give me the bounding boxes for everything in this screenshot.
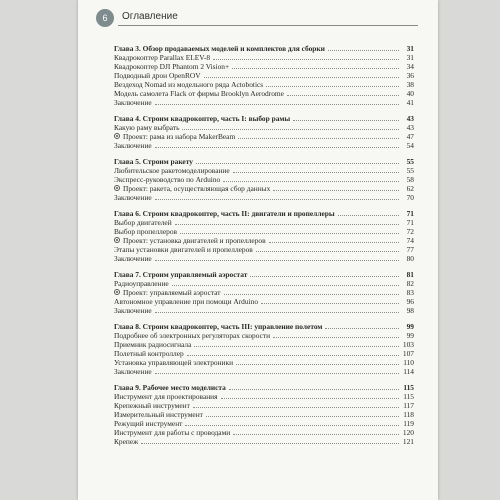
toc-entry[interactable] (114, 358, 414, 367)
dot-leader (273, 337, 399, 338)
page-ref: 103 (402, 340, 414, 349)
toc-entry[interactable] (114, 340, 414, 349)
entry-title: Проект: управляемый аэростат (123, 288, 221, 297)
entry-title-wrap (114, 288, 221, 297)
dot-leader (194, 346, 399, 347)
toc-entry[interactable] (114, 410, 414, 419)
page-header (78, 0, 438, 30)
dot-leader (233, 434, 399, 435)
entry-title-wrap (114, 132, 235, 141)
toc-entry[interactable] (114, 123, 414, 132)
chapter-title-row[interactable] (114, 114, 414, 123)
entry-title: Заключение (114, 306, 152, 315)
chapter-title-row[interactable] (114, 157, 414, 166)
toc-entry[interactable] (114, 80, 414, 89)
entry-title-wrap (114, 123, 179, 132)
dot-leader (182, 129, 399, 130)
entry-title: Вездеход Nomad из модельного ряда Actobotics (114, 80, 264, 89)
page-ref: 99 (406, 322, 414, 331)
dot-leader (273, 190, 399, 191)
entry-title: Заключение (114, 141, 152, 150)
entry-title-wrap (114, 383, 226, 392)
toc-entry[interactable] (114, 437, 414, 446)
entry-title: Проект: ракета, осуществляющая сбор данных (123, 184, 271, 193)
dot-leader (172, 285, 399, 286)
page-ref: 118 (403, 410, 414, 419)
entry-title: Выбор пропеллеров (114, 227, 178, 236)
entry-title: Измерительный инструмент (114, 410, 203, 419)
dot-leader (185, 425, 399, 426)
toc-entry[interactable] (114, 297, 414, 306)
page-ref: 99 (406, 331, 414, 340)
entry-title: Крепежный инструмент (114, 401, 190, 410)
project-icon (114, 133, 120, 139)
entry-title-wrap (114, 419, 182, 428)
entry-title: Инструмент для проектирования (114, 392, 218, 401)
dot-leader (141, 443, 399, 444)
entry-title: Этапы установки двигателей и пропеллеров (114, 245, 253, 254)
entry-title: Приемник радиосигнала (114, 340, 192, 349)
page-ref: 114 (403, 367, 414, 376)
entry-title-wrap (114, 44, 325, 53)
entry-title: Установка управляющей электроники (114, 358, 234, 367)
toc-entry[interactable] (114, 227, 414, 236)
chapter-title-row[interactable] (114, 44, 414, 53)
chapter-block (114, 157, 414, 202)
page-ref: 80 (406, 254, 414, 263)
page-ref: 115 (403, 392, 414, 401)
page-ref: 71 (406, 209, 414, 218)
page-ref: 71 (406, 218, 414, 227)
entry-title-wrap (114, 340, 191, 349)
chapter-block (114, 270, 414, 315)
entry-title-wrap (114, 270, 247, 279)
entry-title-wrap (114, 428, 230, 437)
entry-title: Подводный дрон OpenROV (114, 71, 201, 80)
dot-leader (325, 328, 399, 329)
dot-leader (206, 416, 399, 417)
page-ref: 70 (406, 193, 414, 202)
toc-entry[interactable] (114, 392, 414, 401)
page-ref: 55 (406, 166, 414, 175)
chapter-block (114, 114, 414, 150)
chapter-title-row[interactable] (114, 383, 414, 392)
header-divider (118, 25, 418, 26)
entry-title: Заключение (114, 98, 152, 107)
toc-entry[interactable] (114, 419, 414, 428)
toc-entry[interactable] (114, 98, 414, 107)
entry-title: Проект: установка двигателей и пропеллеров (123, 236, 266, 245)
toc-entry[interactable] (114, 141, 414, 150)
book-page (78, 0, 438, 500)
page-ref: 43 (406, 114, 414, 123)
toc-entry[interactable] (114, 53, 414, 62)
dot-leader (193, 407, 399, 408)
toc-entry[interactable] (114, 306, 414, 315)
entry-title: Подробнее об электронных регуляторах скорости (114, 331, 271, 340)
dot-leader (175, 224, 399, 225)
page-ref: 38 (406, 80, 414, 89)
chapter-block (114, 322, 414, 376)
project-icon (114, 289, 120, 295)
entry-title-wrap (114, 358, 233, 367)
entry-title: Полетный контроллер (114, 349, 184, 358)
entry-title: Заключение (114, 254, 152, 263)
entry-title-wrap (114, 297, 258, 306)
chapter-title: Глава 6. Строим квадрокоптер, часть II: двигатели и пропеллеры (114, 209, 335, 218)
entry-title: Квадрокоптер DJI Phantom 2 Vision+ (114, 62, 230, 71)
dot-leader (213, 59, 399, 60)
toc-entry[interactable] (114, 71, 414, 80)
dot-leader (238, 138, 399, 139)
dot-leader (196, 163, 399, 164)
page-ref: 110 (403, 358, 414, 367)
entry-title-wrap (114, 349, 184, 358)
entry-title-wrap (114, 322, 322, 331)
dot-leader (293, 120, 399, 121)
toc-entry[interactable] (114, 62, 414, 71)
chapter-title: Глава 4. Строим квадрокоптер, часть I: выбор рамы (114, 114, 291, 123)
project-icon (114, 237, 120, 243)
toc-entry[interactable] (114, 184, 414, 193)
page-ref: 107 (402, 349, 414, 358)
chapter-title-row[interactable] (114, 209, 414, 218)
dot-leader (236, 364, 399, 365)
section-title: Оглавление (122, 11, 178, 22)
entry-title-wrap (114, 331, 270, 340)
entry-title: Крепеж (114, 437, 139, 446)
entry-title: Автономное управление при помощи Arduino (114, 297, 259, 306)
entry-title-wrap (114, 236, 266, 245)
page-ref: 81 (406, 270, 414, 279)
dot-leader (221, 398, 399, 399)
page-ref: 119 (403, 419, 414, 428)
entry-title-wrap (114, 175, 220, 184)
toc-entry[interactable] (114, 132, 414, 141)
toc-entry[interactable] (114, 349, 414, 358)
dot-leader (328, 50, 399, 51)
entry-title-wrap (114, 306, 152, 315)
page-ref: 115 (403, 383, 414, 392)
chapter-title: Глава 8. Строим квадрокоптер, часть III: управление полетом (114, 322, 323, 331)
dot-leader (269, 242, 399, 243)
chapter-title: Глава 5. Строим ракету (114, 157, 193, 166)
toc-entry[interactable] (114, 279, 414, 288)
entry-title: Экспресс-руководство по Arduino (114, 175, 221, 184)
entry-title-wrap (114, 98, 152, 107)
page-ref: 98 (406, 306, 414, 315)
toc-entry[interactable] (114, 245, 414, 254)
chapter-block (114, 209, 414, 263)
entry-title-wrap (114, 367, 152, 376)
page-ref: 117 (403, 401, 414, 410)
dot-leader (229, 389, 399, 390)
chapter-block (114, 44, 414, 107)
dot-leader (155, 312, 399, 313)
dot-leader (180, 233, 399, 234)
entry-title: Заключение (114, 193, 152, 202)
entry-title: Квадрокоптер Parallax ELEV-8 (114, 53, 211, 62)
page-ref: 55 (406, 157, 414, 166)
page-ref: 62 (406, 184, 414, 193)
entry-title-wrap (114, 53, 210, 62)
dot-leader (155, 260, 399, 261)
entry-title-wrap (114, 437, 138, 446)
page-ref: 58 (406, 175, 414, 184)
entry-title: Заключение (114, 367, 152, 376)
entry-title: Какую раму выбрать (114, 123, 180, 132)
entry-title-wrap (114, 71, 201, 80)
page-ref: 54 (406, 141, 414, 150)
entry-title: Режущий инструмент (114, 419, 183, 428)
entry-title-wrap (114, 279, 169, 288)
page-ref: 36 (406, 71, 414, 80)
entry-title-wrap (114, 89, 284, 98)
page-ref: 47 (406, 132, 414, 141)
toc-entry[interactable] (114, 166, 414, 175)
toc-entry[interactable] (114, 254, 414, 263)
entry-title: Проект: рама из набора MakerBeam (123, 132, 236, 141)
page-number: 6 (96, 9, 114, 27)
toc-entry[interactable] (114, 288, 414, 297)
dot-leader (266, 86, 399, 87)
toc-entry[interactable] (114, 331, 414, 340)
project-icon (114, 185, 120, 191)
entry-title-wrap (114, 193, 152, 202)
dot-leader (155, 373, 399, 374)
dot-leader (233, 172, 399, 173)
entry-title-wrap (114, 392, 218, 401)
dot-leader (155, 199, 399, 200)
toc-entry[interactable] (114, 367, 414, 376)
page-ref: 72 (406, 227, 414, 236)
toc-entry[interactable] (114, 428, 414, 437)
dot-leader (223, 181, 399, 182)
dot-leader (155, 104, 399, 105)
page-ref: 120 (402, 428, 414, 437)
dot-leader (187, 355, 399, 356)
page-ref: 31 (406, 53, 414, 62)
page-ref: 83 (406, 288, 414, 297)
entry-title: Радиоуправление (114, 279, 169, 288)
toc-entry[interactable] (114, 401, 414, 410)
dot-leader (204, 77, 399, 78)
entry-title-wrap (114, 245, 253, 254)
dot-leader (232, 68, 399, 69)
dot-leader (256, 251, 399, 252)
entry-title-wrap (114, 254, 152, 263)
entry-title-wrap (114, 141, 152, 150)
entry-title-wrap (114, 227, 177, 236)
entry-title-wrap (114, 80, 263, 89)
chapter-title: Глава 3. Обзор продаваемых моделей и комплектов для сборки (114, 44, 325, 53)
toc-entry[interactable] (114, 193, 414, 202)
page-ref: 41 (406, 98, 414, 107)
dot-leader (224, 294, 399, 295)
page-ref: 40 (406, 89, 414, 98)
page-ref: 74 (406, 236, 414, 245)
dot-leader (287, 95, 399, 96)
entry-title-wrap (114, 184, 270, 193)
dot-leader (261, 303, 399, 304)
dot-leader (155, 147, 399, 148)
page-ref: 82 (406, 279, 414, 288)
entry-title: Инструмент для работы с проводами (114, 428, 231, 437)
page-ref: 31 (406, 44, 414, 53)
entry-title: Модель самолета Flack от фирмы Brooklyn Aerodrome (114, 89, 284, 98)
chapter-title: Глава 7. Строим управляемый аэростат (114, 270, 248, 279)
page-ref: 96 (406, 297, 414, 306)
chapter-block (114, 383, 414, 446)
entry-title-wrap (114, 157, 193, 166)
chapter-title-row[interactable] (114, 270, 414, 279)
entry-title-wrap (114, 218, 172, 227)
entry-title-wrap (114, 166, 230, 175)
toc-entry[interactable] (114, 89, 414, 98)
chapter-title-row[interactable] (114, 322, 414, 331)
table-of-contents (114, 44, 414, 453)
entry-title-wrap (114, 209, 335, 218)
toc-entry[interactable] (114, 218, 414, 227)
entry-title-wrap (114, 62, 229, 71)
entry-title-wrap (114, 410, 203, 419)
toc-entry[interactable] (114, 236, 414, 245)
dot-leader (338, 215, 399, 216)
dot-leader (250, 276, 399, 277)
page-ref: 77 (406, 245, 414, 254)
chapter-title: Глава 9. Рабочее место моделиста (114, 383, 226, 392)
entry-title: Любительское ракетомоделирование (114, 166, 230, 175)
entry-title-wrap (114, 401, 190, 410)
page-ref: 121 (402, 437, 414, 446)
page-ref: 34 (406, 62, 414, 71)
toc-entry[interactable] (114, 175, 414, 184)
entry-title: Выбор двигателей (114, 218, 172, 227)
page-ref: 43 (406, 123, 414, 132)
entry-title-wrap (114, 114, 290, 123)
